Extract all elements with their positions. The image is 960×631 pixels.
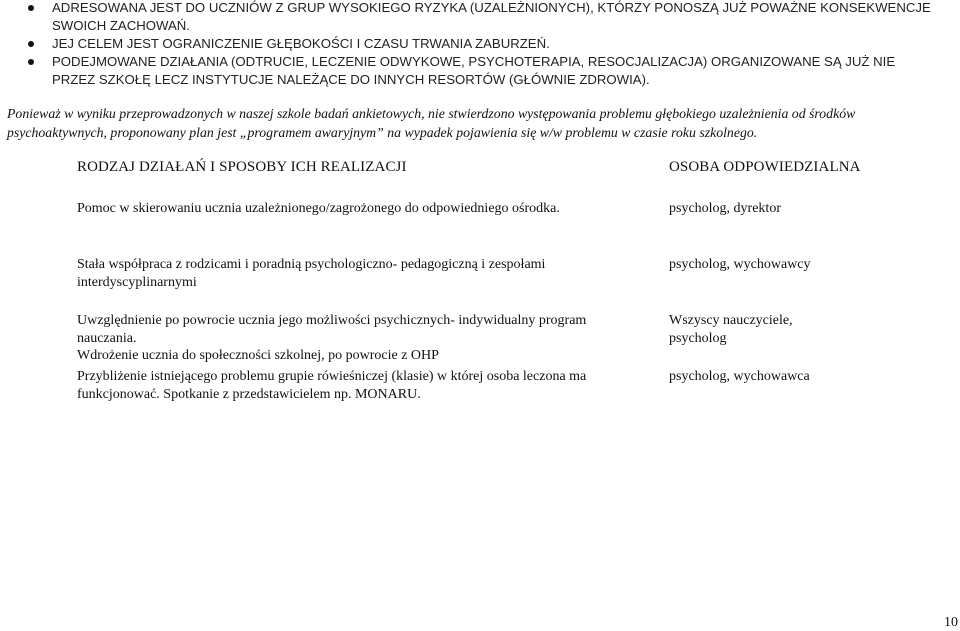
bullet-item [0,53,960,89]
table-header-action: RODZAJ DZIAŁAŃ I SPOSOBY ICH REALIZACJI [77,159,407,175]
bullet-text: ADRESOWANA JEST DO UCZNIÓW Z GRUP WYSOKIEGO RYZYKA (UZALEŻNIONYCH), KTÓRZY PONOSZĄ JUŻ POWAŻNE KONSEKWENCJE SWOICH ZACHOWAŃ. [52,0,931,33]
table-cell-action: Uwzględnienie po powrocie ucznia jego możliwości psychicznych- indywidualny program nauczania. [77,313,587,346]
table-cell-action-extra: Wdrożenie ucznia do społeczności szkolnej, po powrocie z OHP [77,348,439,363]
table-cell-person: psycholog, wychowawcy [669,257,811,272]
bullet-item [0,0,960,35]
table-cell-action: Pomoc w skierowaniu ucznia uzależnionego/zagrożonego do odpowiedniego ośrodka. [77,201,560,216]
intro-paragraph: Ponieważ w wyniku przeprowadzonych w naszej szkole badań ankietowych, nie stwierdzono występowania problemu głębokiego uzależnienia od środków psychoaktywnych, proponowany plan jest „programem awaryjnym” na wypadek pojawienia się w/w problemu w czasie roku szkolnego. [7,106,856,140]
table-cell-action: Stała współpraca z rodzicami i poradnią psychologiczno- pedagogiczną i zespołami interdyscyplinarnymi [77,257,546,290]
table-cell-person: Wszyscy nauczyciele, psycholog [669,313,793,346]
bullet-item [0,35,960,53]
table-cell-person: psycholog, wychowawca [669,369,810,384]
page-number: 10 [944,615,958,630]
table-cell-person: psycholog, dyrektor [669,201,781,216]
bullet-text: JEJ CELEM JEST OGRANICZENIE GŁĘBOKOŚCI I CZASU TRWANIA ZABURZEŃ. [52,36,550,51]
bullet-text: PODEJMOWANE DZIAŁANIA (ODTRUCIE, LECZENIE ODWYKOWE, PSYCHOTERAPIA, RESOCJALIZACJA) ORGANIZOWANE SĄ JUŻ NIE PRZEZ SZKOŁĘ LECZ INSTYTUCJE NALEŻĄCE DO INNYCH RESORTÓW (GŁÓWNIE ZDROWIA). [52,54,896,87]
bullet-dot-icon [28,5,34,11]
bullet-dot-icon [28,41,34,47]
table-header-person: OSOBA ODPOWIEDZIALNA [669,159,861,175]
bullet-dot-icon [28,59,34,65]
table-cell-action: Przybliżenie istniejącego problemu grupie rówieśniczej (klasie) w której osoba leczona ma funkcjonować. Spotkanie z przedstawicielem np. MONARU. [77,369,587,402]
